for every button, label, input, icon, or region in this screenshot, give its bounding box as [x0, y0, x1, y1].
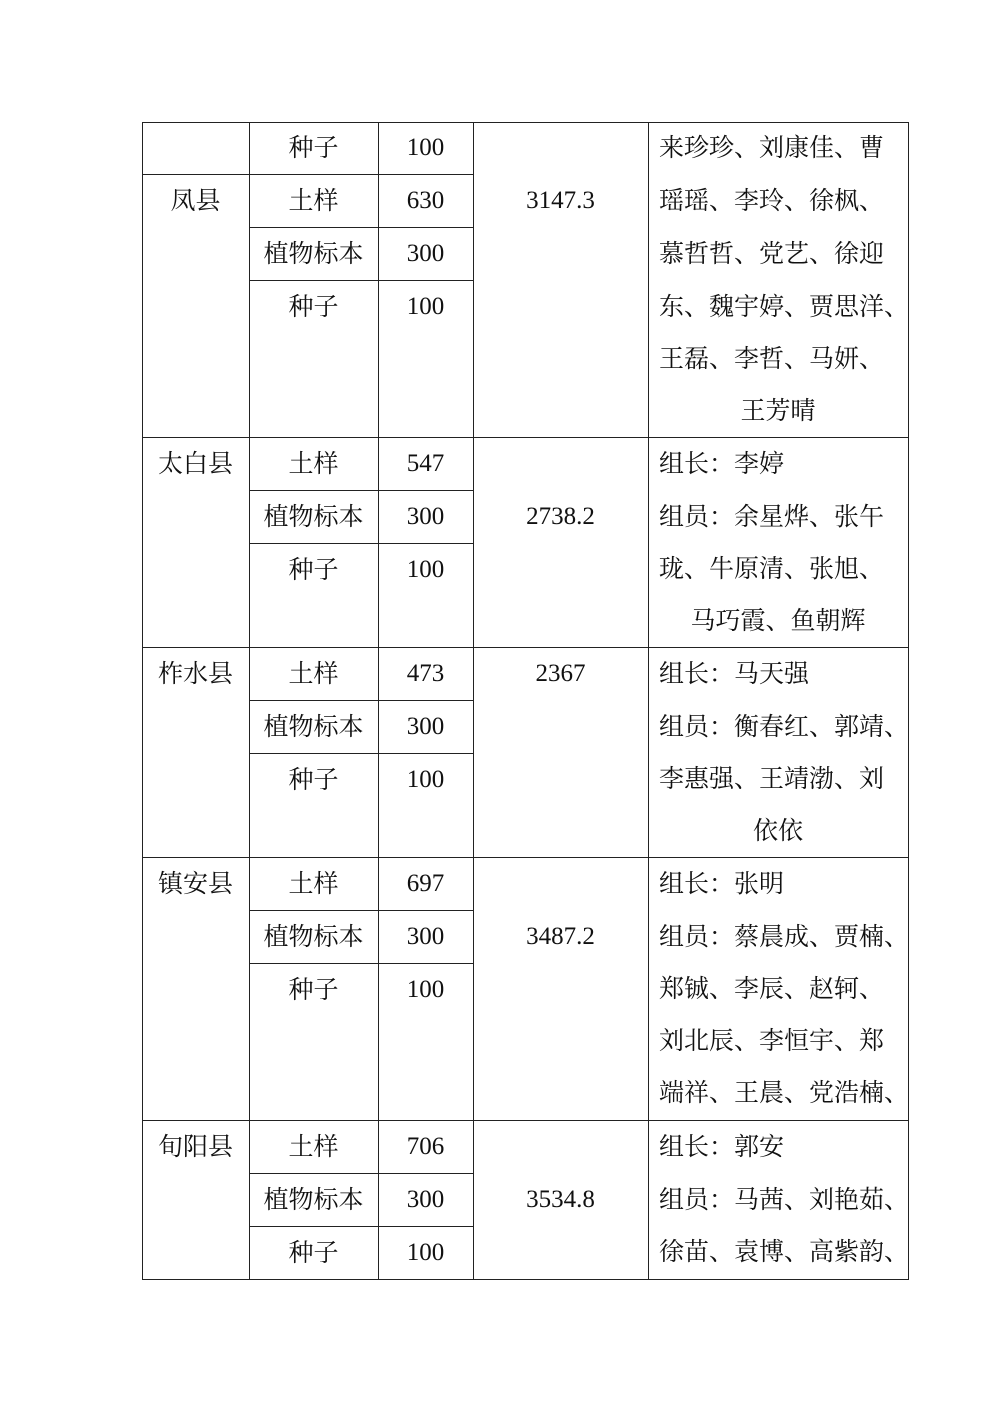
staff-line: 组长：李婷 — [659, 449, 785, 478]
sample-type: 种子 — [288, 1238, 339, 1267]
survey-table — [142, 122, 909, 1280]
staff-line: 刘北辰、李恒宇、郑 — [659, 1026, 885, 1055]
staff-line: 组长：郭安 — [659, 1132, 785, 1161]
sample-type: 土样 — [288, 1132, 339, 1161]
sample-type: 土样 — [288, 869, 339, 898]
staff-line: 组员：马茜、刘艳茹、 — [659, 1185, 910, 1214]
sample-qty: 300 — [406, 713, 445, 740]
sample-qty: 100 — [406, 976, 445, 1003]
staff-line: 组员：余星烨、张午 — [659, 502, 885, 531]
staff-line: 组员：衡春红、郭靖、 — [659, 712, 910, 741]
sample-type: 土样 — [288, 659, 339, 688]
staff-line: 瑶瑶、李玲、徐枫、 — [659, 186, 885, 215]
sample-type: 植物标本 — [263, 922, 364, 951]
sample-qty: 100 — [406, 556, 445, 583]
county-name: 太白县 — [157, 449, 233, 478]
staff-line: 来珍珍、刘康佳、曹 — [659, 133, 885, 162]
sample-qty: 300 — [406, 503, 445, 530]
sample-type: 植物标本 — [263, 239, 364, 268]
sample-qty: 473 — [406, 660, 445, 687]
sample-type: 种子 — [288, 292, 339, 321]
sample-type: 植物标本 — [263, 502, 364, 531]
sample-qty: 100 — [406, 1239, 445, 1266]
total-amount: 3534.8 — [526, 1186, 595, 1213]
staff-line: 慕哲哲、党艺、徐迎 — [659, 239, 885, 268]
table-border-left — [142, 122, 143, 1280]
sample-type: 土样 — [288, 186, 339, 215]
sample-type: 植物标本 — [263, 1185, 364, 1214]
county-name: 镇安县 — [157, 869, 233, 898]
sample-type: 种子 — [288, 133, 339, 162]
staff-line: 组长：张明 — [659, 869, 785, 898]
total-amount: 2738.2 — [526, 503, 595, 530]
sample-qty: 547 — [406, 450, 445, 477]
sample-type: 植物标本 — [263, 712, 364, 741]
sample-qty: 100 — [406, 134, 445, 161]
staff-line: 东、魏宇婷、贾思洋、 — [659, 292, 910, 321]
sample-type: 种子 — [288, 765, 339, 794]
sample-qty: 100 — [406, 293, 445, 320]
column-divider — [648, 122, 649, 1280]
sample-qty: 300 — [406, 923, 445, 950]
total-amount: 3147.3 — [526, 187, 595, 214]
sample-qty: 300 — [406, 1186, 445, 1213]
staff-line: 组员：蔡晨成、贾楠、 — [659, 922, 910, 951]
sample-type: 种子 — [288, 555, 339, 584]
staff-line: 郑铖、李辰、赵轲、 — [659, 974, 885, 1003]
staff-line: 王芳晴 — [740, 396, 816, 425]
staff-line: 端祥、王晨、党浩楠、 — [659, 1078, 910, 1107]
total-amount: 3487.2 — [526, 923, 595, 950]
staff-line: 依依 — [752, 816, 803, 845]
staff-line: 徐苗、袁博、高紫韵、 — [659, 1237, 910, 1266]
staff-line: 珑、牛原清、张旭、 — [659, 554, 885, 583]
county-name: 旬阳县 — [157, 1132, 233, 1161]
sample-qty: 697 — [406, 870, 445, 897]
sample-type: 种子 — [288, 975, 339, 1004]
staff-line: 组长：马天强 — [659, 659, 810, 688]
total-amount: 2367 — [535, 660, 586, 687]
staff-line: 王磊、李哲、马妍、 — [659, 344, 885, 373]
county-name: 凤县 — [170, 186, 221, 215]
staff-line: 李惠强、王靖渤、刘 — [659, 764, 885, 793]
staff-line: 马巧霞、鱼朝辉 — [690, 606, 866, 635]
column-divider — [473, 122, 474, 1280]
county-name: 柞水县 — [157, 659, 233, 688]
sample-type: 土样 — [288, 449, 339, 478]
sample-qty: 100 — [406, 766, 445, 793]
table-border-bottom — [142, 1279, 909, 1280]
sample-qty: 630 — [406, 187, 445, 214]
sample-qty: 300 — [406, 240, 445, 267]
sample-qty: 706 — [406, 1133, 445, 1160]
